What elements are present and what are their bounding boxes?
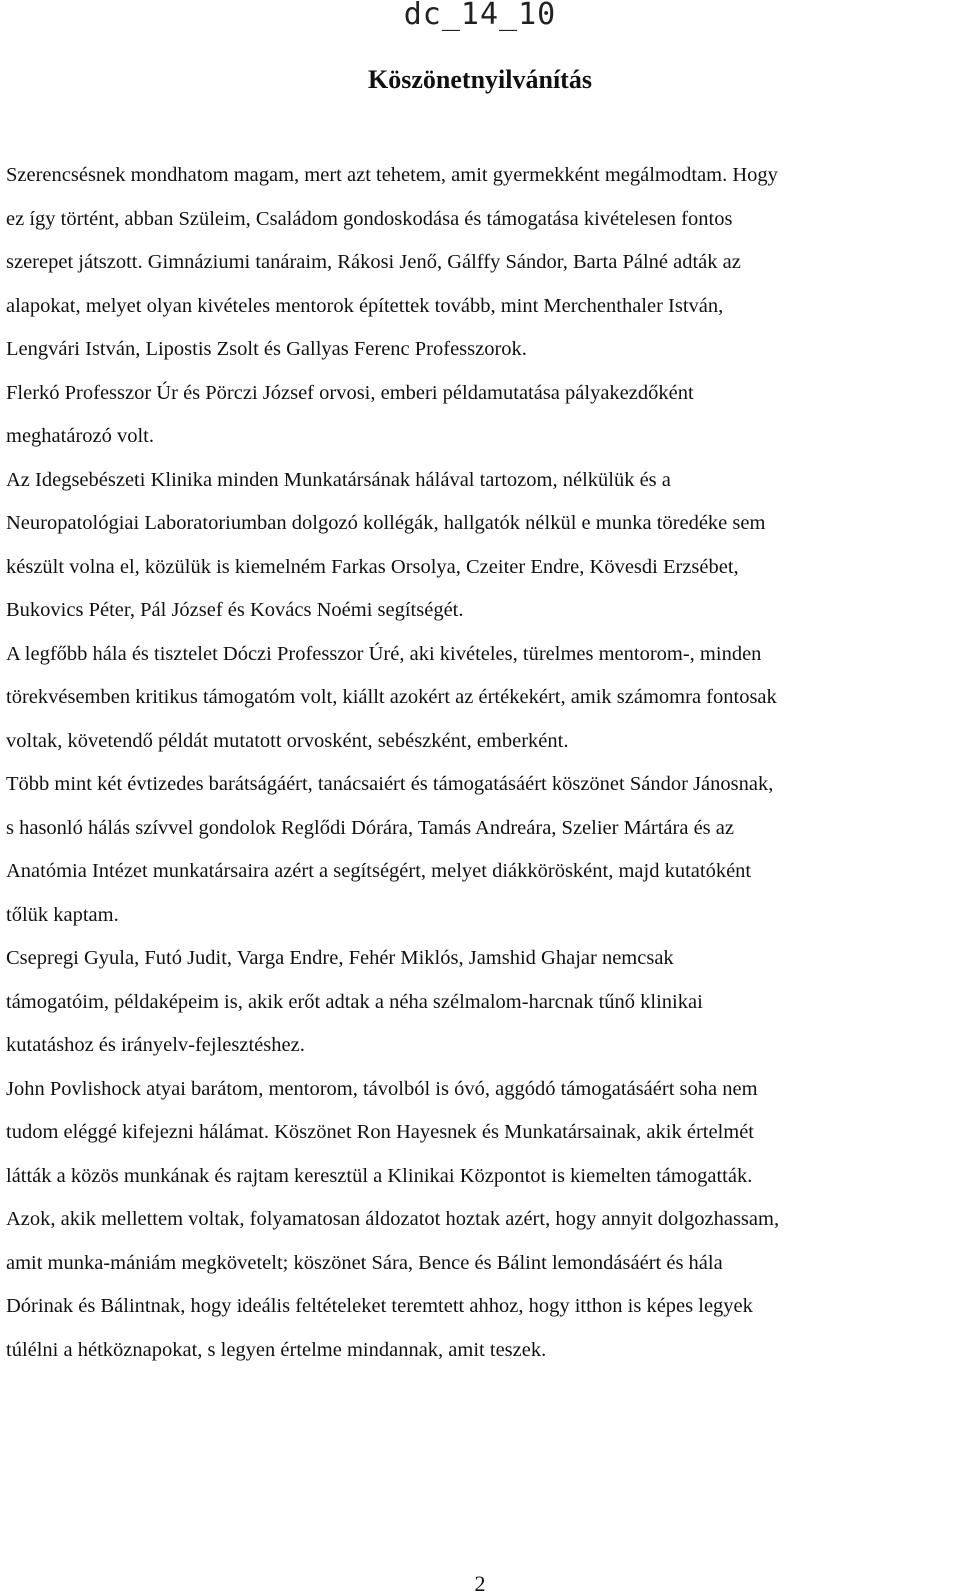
text-line: szerepet játszott. Gimnáziumi tanáraim, Rákosi Jenő, Gálffy Sándor, Barta Pálné adták az [6,251,741,273]
text-line: kutatáshoz és irányelv-fejlesztéshez. [6,1034,305,1056]
text-line: tudom eléggé kifejezni hálámat. Köszönet Ron Hayesnek és Munkatársainak, akik értelmét [6,1121,754,1143]
text-line: Bukovics Péter, Pál József és Kovács Noémi segítségét. [6,599,464,621]
paragraph [6,633,956,764]
text-line: látták a közös munkának és rajtam keresztül a Klinikai Központot is kiemelten támogatták. [6,1164,753,1187]
text-line: túlélni a hétköznapokat, s legyen értelme mindannak, amit teszek. [6,1338,547,1361]
paragraph [6,372,956,459]
text-line: Flerkó Professzor Úr és Pörczi József orvosi, emberi példamutatása pályakezdőként [6,381,694,404]
text-line: s hasonló hálás szívvel gondolok Reglődi Dórára, Tamás Andreára, Szelier Mártára és az [6,816,734,839]
text-line: Csepregi Gyula, Futó Judit, Varga Endre, Fehér Miklós, Jamshid Ghajar nemcsak [6,947,674,969]
text-line: amit munka-mániám megkövetelt; köszönet Sára, Bence és Bálint lemondásáért és hála [6,1251,723,1274]
text-line: készült volna el, közülük is kiemelném Farkas Orsolya, Czeiter Endre, Kövesdi Erzsébet, [6,555,739,578]
text-line: Anatómia Intézet munkatársaira azért a segítségért, melyet diákkörösként, majd kutatóként [6,860,752,882]
text-line: Szerencsésnek mondhatom magam, mert azt tehetem, amit gyermekként megálmodtam. Hogy [6,164,778,186]
text-line: A legfőbb hála és tisztelet Dóczi Professzor Úré, aki kivételes, türelmes mentorom-, minden [6,642,762,665]
acknowledgement-body [6,154,956,1372]
text-line: Az Idegsebészeti Klinika minden Munkatársának hálával tartozom, nélkülük és a [6,468,671,491]
text-line: John Povlishock atyai barátom, mentorom, távolból is óvó, aggódó támogatásáért soha nem [6,1077,758,1100]
text-line: Neuropatológiai Laboratoriumban dolgozó kollégák, hallgatók nélkül e munka töredéke sem [6,512,766,534]
text-line: Azok, akik mellettem voltak, folyamatosan áldozatot hoztak azért, hogy annyit dolgozhassam, [6,1208,780,1230]
text-line: Lengvári István, Lipostis Zsolt és Gallyas Ferenc Professzorok. [6,338,527,360]
page-title: Köszönetnyilvánítás [368,65,592,94]
paragraph [6,937,956,1068]
text-line: alapokat, melyet olyan kivételes mentorok építettek tovább, mint Merchenthaler István, [6,294,724,317]
text-line: Dórinak és Bálintnak, hogy ideális feltételeket teremtett ahhoz, hogy itthon is képes legyek [6,1295,753,1317]
text-line: Több mint két évtizedes barátságáért, tanácsaiért és támogatásáért köszönet Sándor Jánosnak, [6,773,774,795]
page-number: 2 [474,1571,486,1596]
text-line: ez így történt, abban Szüleim, Családom gondoskodása és támogatása kivételesen fontos [6,207,733,230]
paragraph [6,154,956,372]
paragraph [6,1068,956,1199]
text-line: tőlük kaptam. [6,903,119,926]
text-line: támogatóim, példaképeim is, akik erőt adtak a néha szélmalom-harcnak tűnő klinikai [6,990,703,1013]
paragraph [6,459,956,633]
document-id-header: dc_14_10 [403,0,557,32]
text-line: meghatározó volt. [6,425,155,447]
text-line: törekvésemben kritikus támogatóm volt, kiállt azokért az értékekért, amik számomra fontosak [6,686,777,708]
text-line: voltak, követendő példát mutatott orvosként, sebészként, emberként. [6,729,569,752]
paragraph [6,1198,956,1372]
paragraph [6,763,956,937]
